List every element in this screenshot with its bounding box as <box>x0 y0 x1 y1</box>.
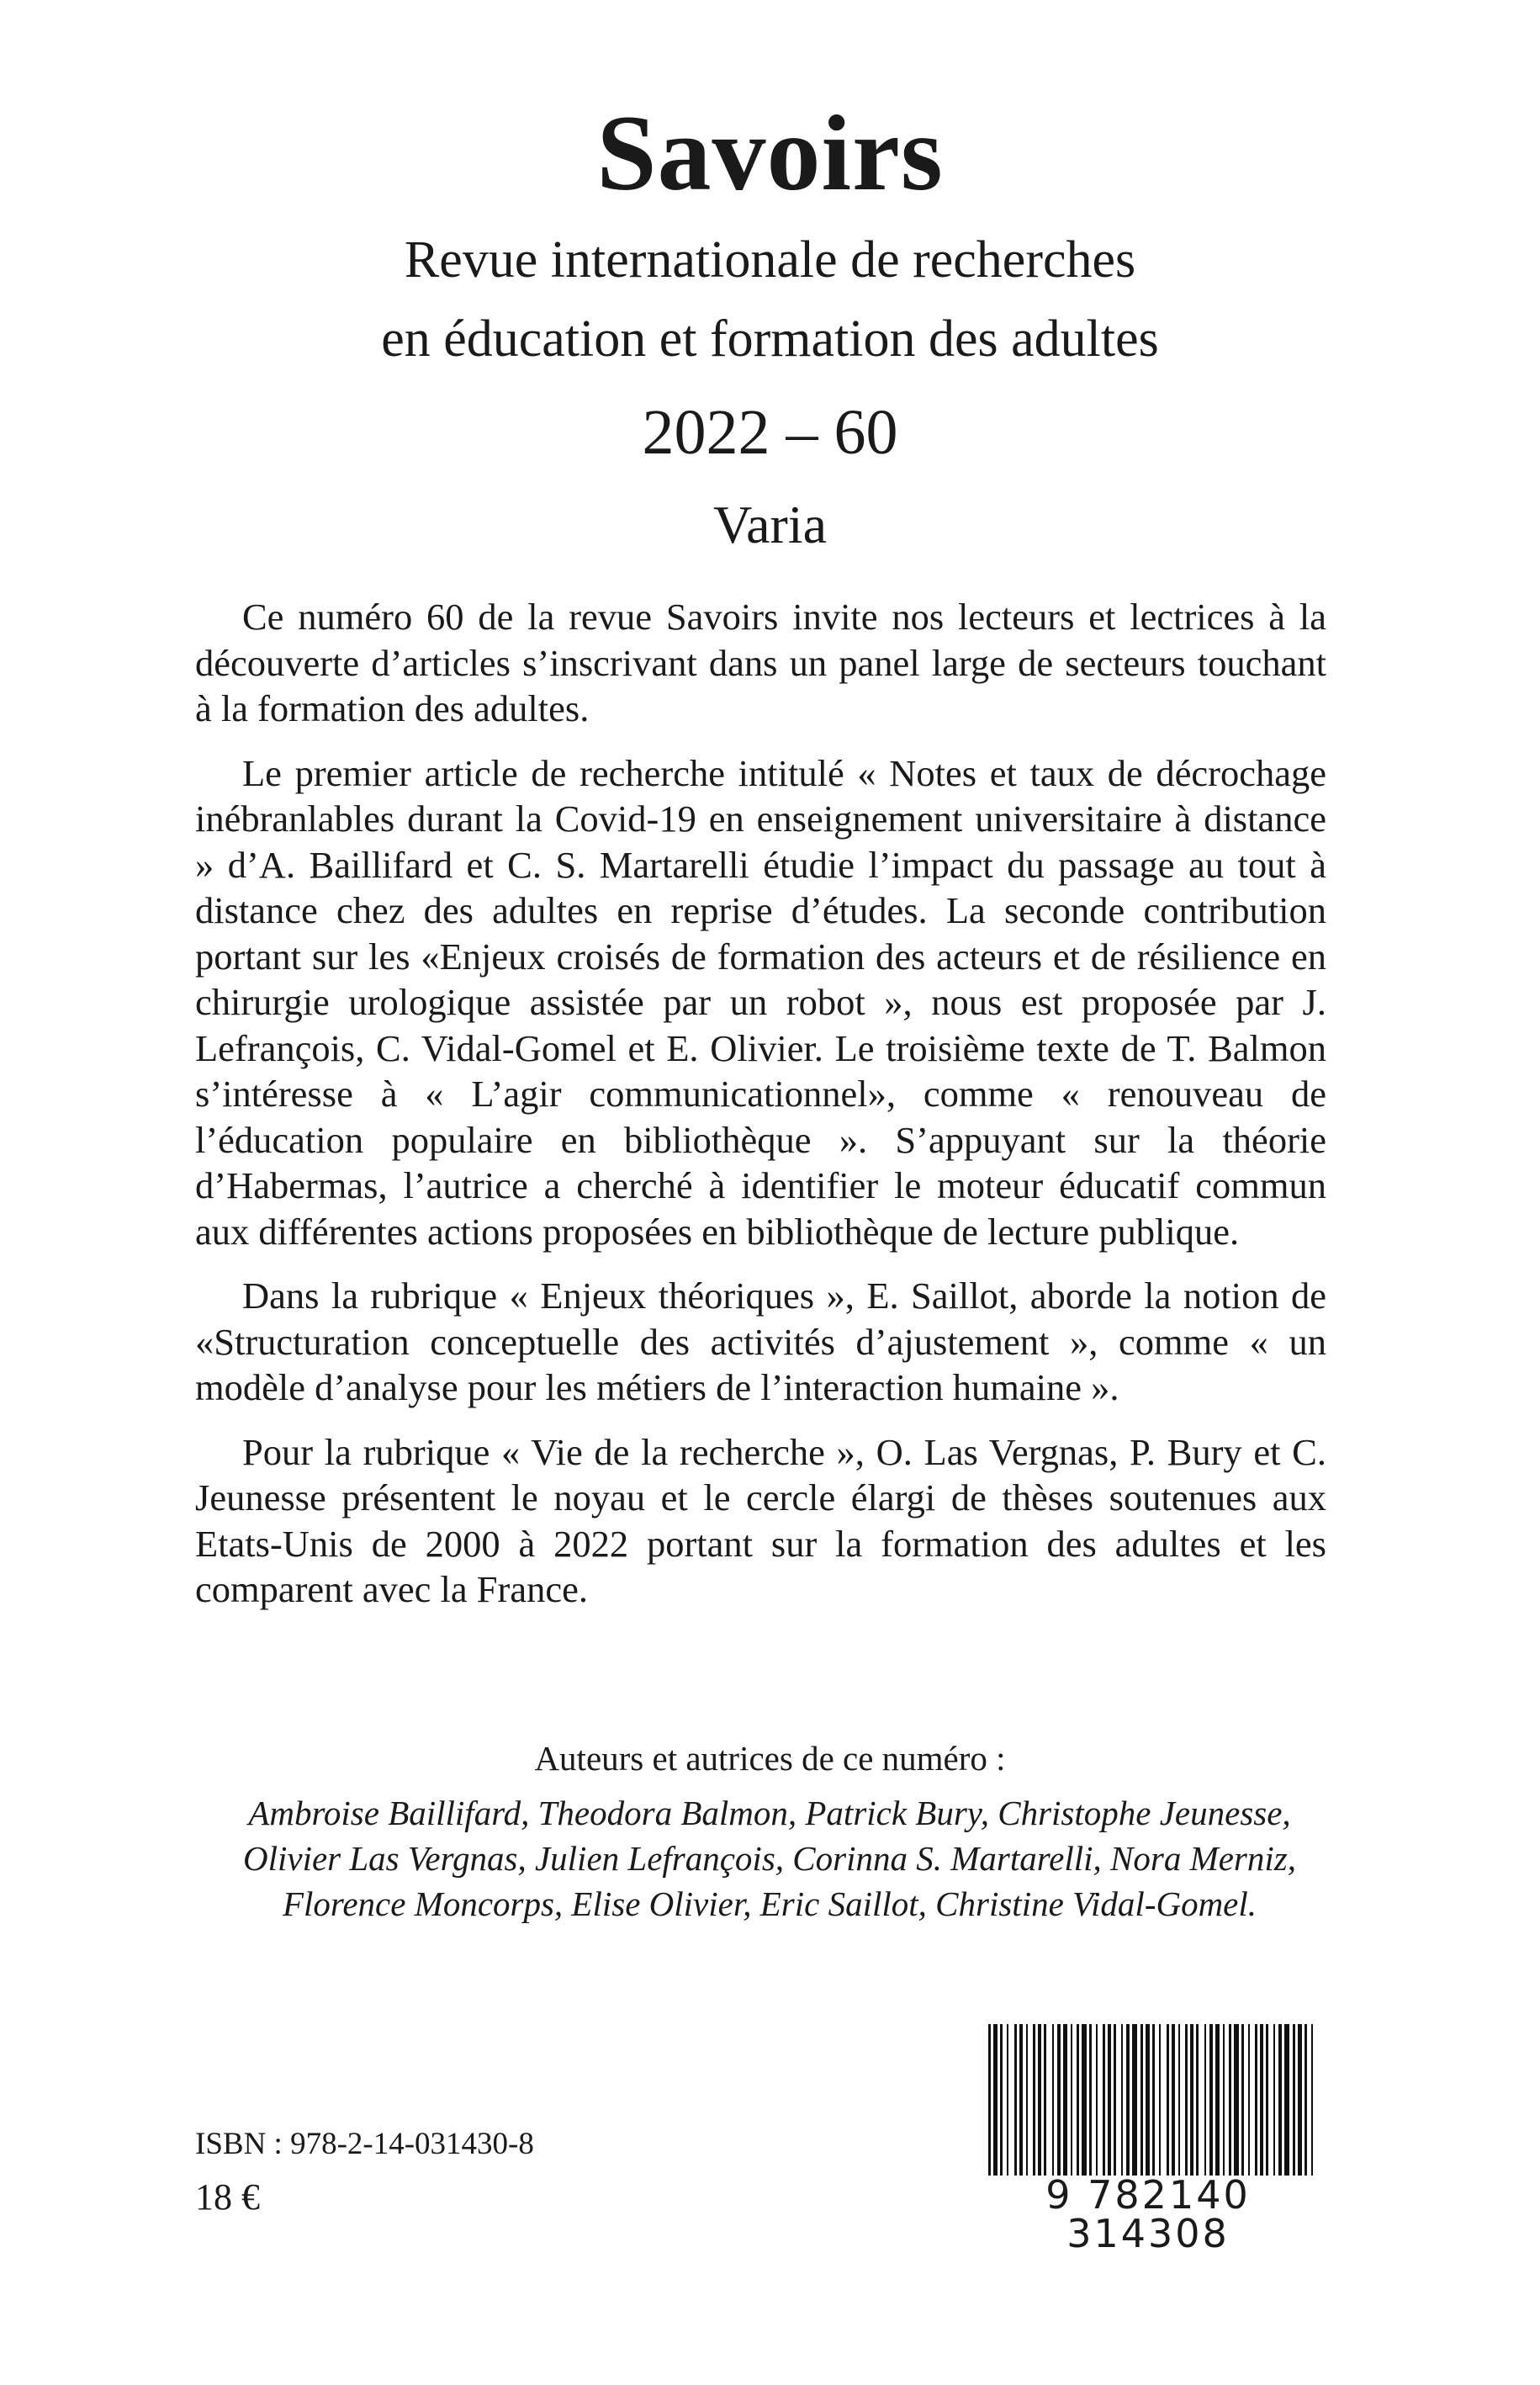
subtitle-line-1: Revue internationale de recherches <box>404 231 1136 289</box>
authors-line-3: Florence Moncorps, Elise Olivier, Eric Saillot, Christine Vidal-Gomel. <box>282 1884 1257 1923</box>
authors-line-1: Ambroise Baillifard, Theodora Balmon, Patrick Bury, Christophe Jeunesse, <box>248 1794 1291 1832</box>
summary-paragraph-4: Pour la rubrique « Vie de la recherche », O. Las Vergnas, P. Bury et C. Jeunesse présentent le noyau et le cercle élargi de thèses soutenues aux Etats-Unis de 2000 à 2022 portant sur la formation des adultes et les comparent avec la France. <box>195 1430 1326 1610</box>
authors-heading: Auteurs et autrices de ce numéro : <box>534 1739 1006 1778</box>
summary-paragraph-2: Le premier article de recherche intitulé « Notes et taux de décrochage inébranlables durant la Covid-19 en enseignement universitaire à distance » d’A. Baillifard et C. S. Martarelli étudie l’impact du passage au tout à distance chez des adultes en reprise d’études. La seconde contribution portant sur les «Enjeux croisés de formation des acteurs et de résilience en chirurgie urologique assistée par un robot », nous est proposée par J. Lefrançois, C. Vidal-Gomel et E. Olivier. Le troisième texte de T. Balmon s’intéresse à « L’agir communicationnel», comme « renouveau de l’éducation populaire en bibliothèque ». S’appuyant sur la théorie d’Habermas, l’autrice a cherché à identifier le moteur éducatif commun aux différentes actions proposées en bibliothèque de lecture publique. <box>195 751 1326 1253</box>
summary-text <box>195 594 1326 1631</box>
barcode-digits: 9 782140 314308 <box>971 2176 1325 2253</box>
journal-subtitle <box>0 220 1540 379</box>
authors-line-2: Olivier Las Vergnas, Julien Lefrançois, Corinna S. Martarelli, Nora Merniz, <box>242 1839 1296 1878</box>
subtitle-line-2: en éducation et formation des adultes <box>381 310 1159 368</box>
issue-theme: Varia <box>712 495 828 554</box>
issue-number: 2022 – 60 <box>642 397 898 468</box>
isbn: ISBN : 978-2-14-031430-8 <box>195 2127 534 2161</box>
journal-title: Savoirs <box>596 93 944 213</box>
price: 18 € <box>195 2176 260 2218</box>
authors-list <box>202 1790 1337 1927</box>
summary-paragraph-1: Ce numéro 60 de la revue Savoirs invite nos lecteurs et lectrices à la découverte d’articles s’inscrivant dans un panel large de secteurs touchant à la formation des adultes. <box>195 596 1326 729</box>
summary-paragraph-3: Dans la rubrique « Enjeux théoriques », E. Saillot, aborde la notion de «Structuration conceptuelle des activités d’ajustement », comme « un modèle d’analyse pour les métiers de l’interaction humaine ». <box>195 1275 1326 1408</box>
